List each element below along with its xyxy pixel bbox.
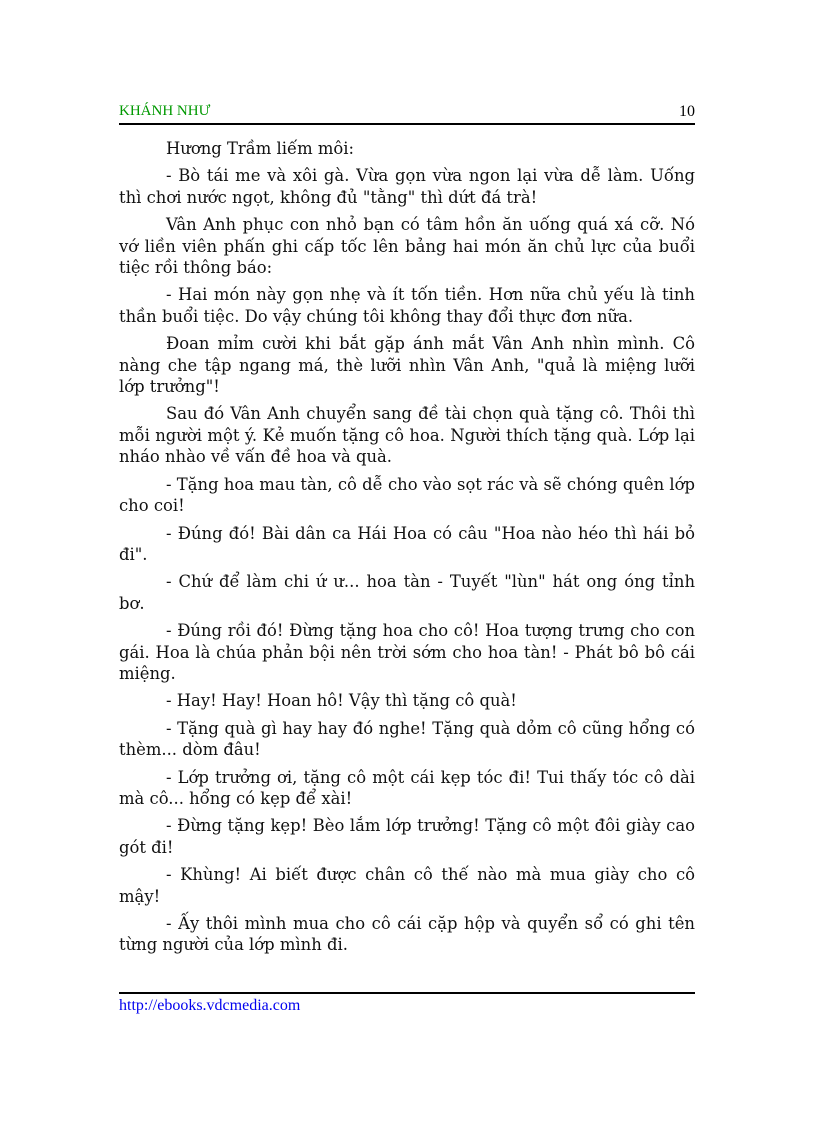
paragraph: - Đúng đó! Bài dân ca Hái Hoa có câu "Hoa nào héo thì hái bỏ đi". — [119, 523, 695, 564]
footer-divider — [119, 992, 695, 994]
page-number: 10 — [679, 103, 695, 120]
paragraph: - Tặng quà gì hay hay đó nghe! Tặng quà dỏm cô cũng hổng có thèm... dòm đâu! — [119, 718, 695, 760]
paragraph: - Đúng rồi đó! Đừng tặng hoa cho cô! Hoa tượng trưng cho con gái. Hoa là chúa phản bội nên trời sớm cho hoa tàn! - Phát bô bô cái miệng. — [119, 621, 695, 683]
paragraph: - Khùng! Ai biết được chân cô thế nào mà mua giày cho cô mậy! — [119, 865, 695, 906]
paragraph: Vân Anh phục con nhỏ bạn có tâm hồn ăn uống quá xá cỡ. Nó vớ liền viên phấn ghi cấp tốc lên bảng hai món ăn chủ lực của buổi tiệc rồi thông báo: — [119, 215, 695, 278]
paragraph: Hương Trầm liếm môi: — [166, 139, 355, 158]
page-header — [119, 101, 695, 125]
paragraph: - Đừng tặng kẹp! Bèo lắm lớp trưởng! Tặng cô một đôi giày cao gót đi! — [119, 816, 695, 857]
footer-link[interactable]: http://ebooks.vdcmedia.com — [119, 997, 301, 1014]
paragraph: - Hay! Hay! Hoan hô! Vậy thì tặng cô quà! — [166, 691, 517, 711]
paragraph: - Bò tái me và xôi gà. Vừa gọn vừa ngon lại vừa dễ làm. Uống thì chơi nước ngọt, không đủ "tằng" thì dứt đá trà! — [119, 166, 695, 207]
paragraph: - Lớp trưởng ơi, tặng cô một cái kẹp tóc đi! Tui thấy tóc cô dài mà cô... hổng có kẹp để xài! — [119, 767, 695, 808]
paragraph: - Ấy thôi mình mua cho cô cái cặp hộp và quyển sổ có ghi tên từng người của lớp mình đi. — [119, 914, 695, 955]
paragraph: - Hai món này gọn nhẹ và ít tốn tiền. Hơn nữa chủ yếu là tinh thần buổi tiệc. Do vậy chúng tôi không thay đổi thực đơn nữa. — [119, 285, 695, 326]
paragraph: - Chứ để làm chi ứ ư... hoa tàn - Tuyết "lùn" hát ong óng tỉnh bơ. — [119, 572, 695, 613]
header-author: KHÁNH NHƯ — [119, 103, 211, 119]
paragraph: Sau đó Vân Anh chuyển sang đề tài chọn quà tặng cô. Thôi thì mỗi người một ý. Kẻ muốn tặng cô hoa. Người thích tặng quà. Lớp lại nháo nhào về vấn đề hoa và quà. — [119, 404, 695, 467]
paragraph: - Tặng hoa mau tàn, cô dễ cho vào sọt rác và sẽ chóng quên lớp cho coi! — [119, 474, 695, 516]
paragraph: Đoan mỉm cười khi bắt gặp ánh mắt Vân Anh nhìn mình. Cô nàng che tập ngang má, thè lưỡi nhìn Vân Anh, "quả là miệng lưỡi lớp trưởng"! — [119, 334, 695, 397]
page-body — [119, 138, 695, 962]
